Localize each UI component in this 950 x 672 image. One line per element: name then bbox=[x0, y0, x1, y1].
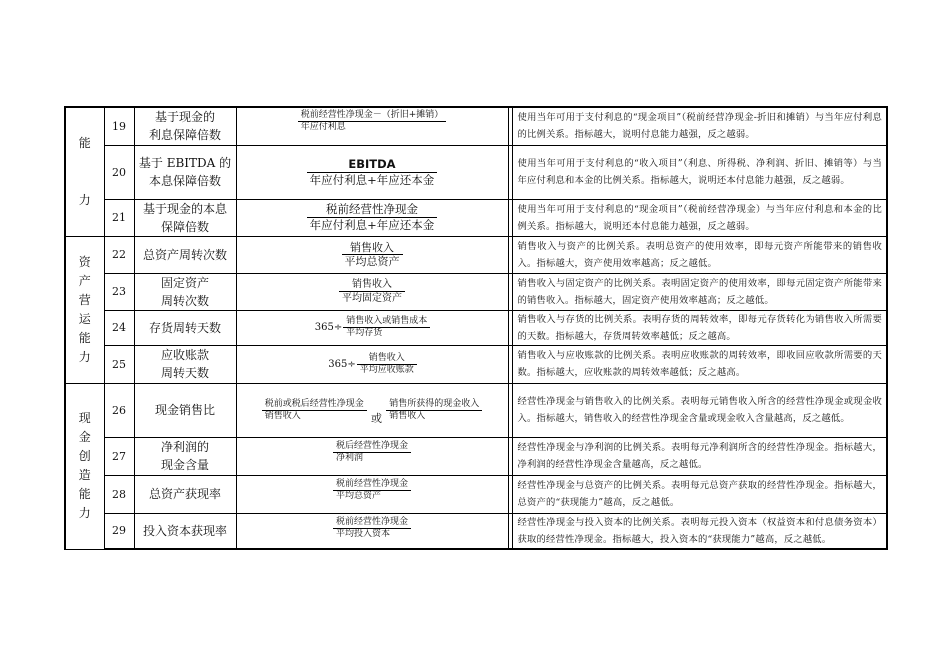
numerator: 税前经营性净现金 bbox=[333, 479, 411, 491]
category-cell bbox=[65, 107, 104, 236]
numerator: 税前经营性净现金 bbox=[307, 202, 438, 218]
metric-name-line: 基于 EBITDA 的 bbox=[138, 156, 232, 170]
category-char: 造 bbox=[78, 468, 91, 482]
or-text: 或 bbox=[371, 412, 382, 425]
table-row bbox=[65, 236, 887, 273]
fraction bbox=[357, 353, 417, 376]
metric-name-line: 存货周转天数 bbox=[148, 320, 221, 335]
denominator: 平均总资产 bbox=[344, 255, 400, 268]
denominator: 平均存货 bbox=[346, 328, 383, 338]
category-cell bbox=[65, 236, 104, 383]
numerator: 销售所获得的现金收入 bbox=[386, 399, 482, 411]
row-number: 20 bbox=[104, 145, 134, 199]
fraction bbox=[298, 110, 447, 133]
numerator: 销售收入 bbox=[357, 353, 417, 365]
row-number: 29 bbox=[104, 513, 134, 549]
formula bbox=[236, 383, 508, 437]
metric-name-line: 应收账款 bbox=[160, 348, 209, 362]
row-number: 26 bbox=[104, 383, 134, 437]
metric-name-line: 总资产周转次数 bbox=[142, 247, 227, 262]
fraction bbox=[262, 399, 367, 422]
category-cell bbox=[65, 383, 104, 549]
fraction bbox=[343, 316, 430, 339]
numerator: 销售收入或销售成本 bbox=[343, 316, 430, 328]
formula bbox=[236, 475, 508, 513]
formula bbox=[236, 273, 508, 310]
row-number: 21 bbox=[104, 199, 134, 236]
row-number: 27 bbox=[104, 437, 134, 475]
denominator: 净利润 bbox=[335, 452, 363, 463]
formula bbox=[236, 513, 508, 549]
denominator: 年应付利息+年应还本金 bbox=[309, 172, 435, 187]
category-char: 运 bbox=[78, 311, 91, 326]
numerator: 销售收入 bbox=[339, 278, 405, 292]
metric-name-line: 保障倍数 bbox=[160, 219, 209, 234]
fraction bbox=[333, 479, 411, 502]
row-number: 24 bbox=[104, 310, 134, 345]
fraction bbox=[333, 441, 411, 464]
category-char: 力 bbox=[78, 349, 91, 364]
numerator: 税前经营性净现金 bbox=[333, 517, 411, 529]
metric-name-line: 现金含量 bbox=[160, 458, 209, 472]
table-row bbox=[65, 383, 887, 437]
category-char: 创 bbox=[78, 449, 91, 463]
table-row bbox=[65, 310, 887, 345]
table-row bbox=[65, 145, 887, 199]
row-number: 28 bbox=[104, 475, 134, 513]
metric-name bbox=[134, 199, 236, 236]
formula bbox=[236, 236, 508, 273]
numerator: EBITDA bbox=[307, 157, 438, 173]
formula bbox=[236, 310, 508, 345]
table-row bbox=[65, 475, 887, 513]
metric-name bbox=[134, 310, 236, 345]
description: 销售收入与应收账款的比例关系。表明应收账款的周转效率，即收回应收款所需要的天数。指标越大，应收账款的周转效率越低；反之越高。 bbox=[512, 345, 887, 383]
description: 使用当年可用于支付利息的“现金项目”（税前经营净现金）与当年应付利息和本金的比例关系。指标越大，说明还本付息能力越强，反之越弱。 bbox=[512, 199, 887, 236]
fraction bbox=[307, 202, 438, 233]
metric-name-line: 净利润的 bbox=[160, 440, 209, 454]
denominator: 销售收入 bbox=[389, 410, 426, 421]
table-row bbox=[65, 107, 887, 145]
prefix-operator: 365÷ bbox=[328, 358, 356, 370]
prefix-operator: 365÷ bbox=[314, 322, 343, 333]
denominator: 年应付利息+年应还本金 bbox=[309, 218, 435, 232]
category-char: 产 bbox=[78, 273, 91, 288]
row-number: 23 bbox=[104, 273, 134, 310]
fraction bbox=[339, 278, 405, 305]
table-row bbox=[65, 273, 887, 310]
denominator: 平均固定资产 bbox=[342, 293, 402, 304]
formula bbox=[236, 437, 508, 475]
category-char: 金 bbox=[78, 430, 91, 444]
denominator: 平均应收账款 bbox=[359, 364, 414, 375]
metric-name-line: 固定资产 bbox=[160, 275, 209, 290]
category-char: 营 bbox=[78, 292, 91, 307]
denominator: 年应付利息 bbox=[300, 122, 346, 132]
table-row bbox=[65, 437, 887, 475]
fraction bbox=[386, 399, 482, 422]
row-number: 25 bbox=[104, 345, 134, 383]
category-char: 力 bbox=[78, 506, 91, 520]
numerator: 税前或税后经营性净现金 bbox=[262, 399, 367, 411]
description: 经营性净现金与净利润的比例关系。表明每元净利润所含的经营性净现金。指标越大，净利润的经营性净现金含量越高，反之越低。 bbox=[512, 437, 887, 475]
metric-name bbox=[134, 437, 236, 475]
formula bbox=[236, 107, 508, 145]
table-row bbox=[65, 513, 887, 549]
category-char: 力 bbox=[78, 192, 91, 207]
metric-name bbox=[134, 475, 236, 513]
metric-name bbox=[134, 345, 236, 383]
metric-name bbox=[134, 145, 236, 199]
metric-name-line: 周转次数 bbox=[160, 293, 209, 308]
metric-name bbox=[134, 107, 236, 145]
numerator: 税前经营性净现金－（折旧+摊销） bbox=[298, 110, 447, 122]
category-char: 能 bbox=[78, 330, 91, 345]
metric-name bbox=[134, 383, 236, 437]
numerator: 税后经营性净现金 bbox=[333, 441, 411, 453]
category-char: 资 bbox=[78, 254, 91, 269]
description: 经营性净现金与投入资本的比例关系。表明每元投入资本（权益资本和付息债务资本）获取的经营性净现金。指标越大，投入资本的“获现能力”越高，反之越低。 bbox=[512, 513, 887, 549]
table-row bbox=[65, 345, 887, 383]
description: 使用当年可用于支付利息的“收入项目”（利息、所得税、净利润、折旧、摊销等）与当年应付利息和本金的比例关系。指标越大，说明还本付息能力越强，反之越弱。 bbox=[512, 145, 887, 199]
table-row bbox=[65, 199, 887, 236]
description: 销售收入与资产的比例关系。表明总资产的使用效率，即每元资产所能带来的销售收入。指标越大，资产使用效率越高；反之越低。 bbox=[512, 236, 887, 273]
description: 经营性净现金与总资产的比例关系。表明每元总资产获取的经营性净现金。指标越大，总资产的“获现能力”越高，反之越低。 bbox=[512, 475, 887, 513]
metric-name-line: 总资产获现率 bbox=[148, 487, 221, 501]
metric-name bbox=[134, 513, 236, 549]
denominator: 平均总资产 bbox=[335, 490, 381, 501]
category-char: 能 bbox=[78, 135, 91, 150]
formula bbox=[236, 345, 508, 383]
metric-name-line: 基于现金的 bbox=[154, 110, 215, 125]
numerator: 销售收入 bbox=[342, 241, 403, 255]
row-number: 19 bbox=[104, 107, 134, 145]
formula bbox=[236, 145, 508, 199]
fraction bbox=[342, 241, 403, 268]
description: 销售收入与存货的比例关系。表明存货的周转效率，即每元存货转化为销售收入所需要的天数。指标越大，存货周转效率越低；反之越高。 bbox=[512, 310, 887, 345]
category-char: 能 bbox=[78, 487, 91, 501]
metric-name-line: 本息保障倍数 bbox=[148, 174, 221, 188]
category-char: 现 bbox=[78, 411, 91, 425]
formula bbox=[236, 199, 508, 236]
metric-name-line: 基于现金的本息 bbox=[142, 201, 227, 216]
metric-name-line: 投入资本获现率 bbox=[142, 523, 227, 538]
metric-name bbox=[134, 273, 236, 310]
denominator: 销售收入 bbox=[264, 410, 301, 421]
metric-name-line: 周转天数 bbox=[160, 366, 209, 380]
description: 经营性净现金与销售收入的比例关系。表明每元销售收入所含的经营性净现金或现金收入。指标越大，销售收入的经营性净现金含量或现金收入含量越高，反之越低。 bbox=[512, 383, 887, 437]
description: 销售收入与固定资产的比例关系。表明固定资产的使用效率，即每元固定资产所能带来的销售收入。指标越大，固定资产使用效率越高；反之越低。 bbox=[512, 273, 887, 310]
financial-ratio-table bbox=[64, 106, 888, 550]
description: 使用当年可用于支付利息的“现金项目”（税前经营净现金-折旧和摊销）与当年应付利息的比例关系。指标越大，说明付息能力越强，反之越弱。 bbox=[512, 107, 887, 145]
metric-name-line: 利息保障倍数 bbox=[148, 128, 221, 143]
fraction bbox=[333, 517, 411, 540]
denominator: 平均投入资本 bbox=[335, 528, 390, 539]
metric-name-line: 现金销售比 bbox=[154, 403, 215, 417]
fraction bbox=[307, 157, 438, 188]
metric-name bbox=[134, 236, 236, 273]
row-number: 22 bbox=[104, 236, 134, 273]
